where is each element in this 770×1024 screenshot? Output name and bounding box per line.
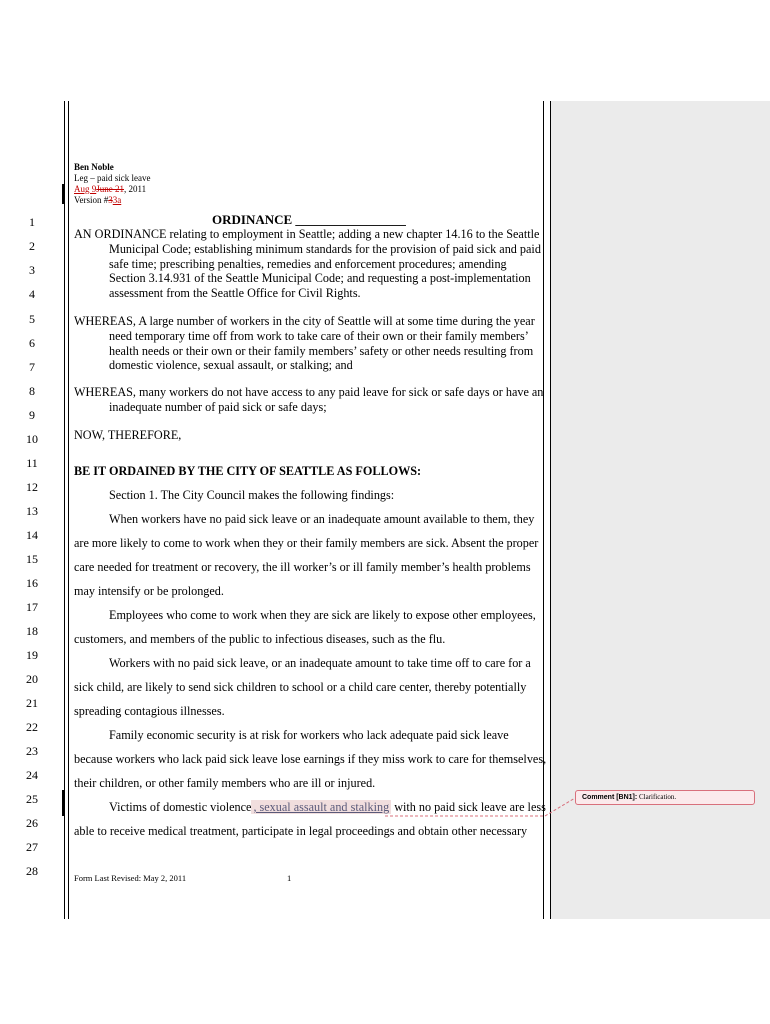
pane-divider [550, 101, 551, 919]
line-number: 11 [26, 456, 38, 470]
line-number: 20 [26, 672, 38, 686]
line-number: 7 [29, 360, 35, 374]
line-number: 9 [29, 408, 35, 422]
right-margin-rule [543, 101, 544, 919]
line-number: 8 [29, 384, 35, 398]
line-number: 12 [26, 480, 38, 494]
finding-5-line: Victims of domestic violence , sexual assault and stalking with no paid sick leave are less [109, 800, 546, 814]
line-number: 25 [26, 792, 38, 806]
finding-3-line: Workers with no paid sick leave, or an inadequate amount to take time off to care for a [109, 656, 531, 670]
tracked-insertion[interactable]: , sexual assault and stalking [253, 800, 390, 814]
finding-5-line: able to receive medical treatment, participate in legal proceedings and obtain other necessary [74, 824, 528, 838]
line-number: 3 [29, 263, 35, 277]
left-margin-rule [64, 101, 65, 919]
line-number: 1 [29, 215, 35, 229]
line-number: 27 [26, 840, 38, 854]
section-1-heading: Section 1. The City Council makes the following findings: [109, 488, 395, 502]
line-number: 4 [29, 287, 35, 301]
finding-2-line: customers, and members of the public to infectious diseases, such as the flu. [74, 632, 446, 646]
finding-1-line: When workers have no paid sick leave or an inadequate amount available to them, they [109, 512, 535, 526]
line-number: 13 [26, 504, 38, 518]
change-bar-line-25 [62, 790, 64, 816]
finding-1-line: are more likely to come to work when they or their family members are sick. Absent the proper [74, 536, 539, 550]
line-number: 22 [26, 720, 38, 734]
date-line: Aug 9June 21, 2011 [74, 184, 147, 194]
line-number: 21 [26, 696, 38, 710]
line-number: 24 [26, 768, 38, 782]
page-number: 1 [287, 873, 292, 883]
whereas-paragraph-2: WHEREAS, many workers do not have access to any paid leave for sick or safe days or have an inadequate number of paid sick or safe days; [74, 385, 544, 414]
finding-4-line: because workers who lack paid sick leave lose earnings if they miss work to care for themselves, [74, 752, 547, 766]
line-number: 2 [29, 239, 35, 253]
comment-balloon[interactable] [575, 790, 755, 805]
ordinance-caption: AN ORDINANCE relating to employment in Seattle; adding a new chapter 14.16 to the Seattle Municipal Code; establishing minimum standards for the provision of paid sick and paid safe time; prescribing penalties, remedies and enforcement procedures; amending Section 3.14.931 of the Seattle Municipal Code; and requesting a post-implementation assessment from the Seattle Office for Civil Rights. [74, 227, 541, 301]
finding-3-line: sick child, are likely to send sick children to school or a child care center, thereby potentially [74, 680, 527, 694]
line-number: 15 [26, 552, 38, 566]
author-name: Ben Noble [74, 162, 114, 172]
line-number: 28 [26, 864, 38, 878]
version-deleted: 3 [108, 195, 113, 205]
finding-3-line: spreading contagious illnesses. [74, 704, 225, 718]
comment-text: Clarification. [638, 793, 677, 801]
ordinance-title: ORDINANCE _________________ [212, 212, 406, 227]
version-inserted: 3a [112, 195, 122, 205]
date-inserted: Aug 9 [74, 184, 97, 194]
version-line: Version #33a [74, 195, 122, 205]
line-number: 16 [26, 576, 38, 590]
finding-4-line: Family economic security is at risk for workers who lack adequate paid sick leave [109, 728, 509, 742]
line-number: 23 [26, 744, 38, 758]
line-number: 14 [26, 528, 38, 542]
line-number: 6 [29, 336, 35, 350]
finding-4-line: their children, or other family members who are ill or injured. [74, 776, 376, 790]
line-number: 26 [26, 816, 38, 830]
subject-line: Leg – paid sick leave [74, 173, 151, 183]
finding-1-line: may intensify or be prolonged. [74, 584, 224, 598]
finding-1-line: care needed for treatment or recovery, the ill worker’s or ill family member’s health problems [74, 560, 531, 574]
line-number: 18 [26, 624, 38, 638]
line-number: 19 [26, 648, 38, 662]
form-revised: Form Last Revised: May 2, 2011 [74, 873, 187, 883]
line-number: 10 [26, 432, 38, 446]
enacting-clause: BE IT ORDAINED BY THE CITY OF SEATTLE AS FOLLOWS: [74, 464, 422, 478]
comment-tag: Comment [BN1]: [582, 794, 638, 801]
change-bar-header [62, 184, 64, 204]
date-deleted: June 21 [96, 184, 124, 194]
left-margin-rule-2 [68, 101, 69, 919]
document-header [74, 162, 150, 206]
now-therefore: NOW, THEREFORE, [74, 428, 182, 442]
line-number: 17 [26, 600, 38, 614]
line-number: 5 [29, 312, 35, 326]
whereas-paragraph-1: WHEREAS, A large number of workers in the city of Seattle will at some time during the year need temporary time off from work to take care of their own or their family members’ health needs or their own or their family members’ safety or other needs resulting from domestic violence, sexual assault, or stalking; and [74, 314, 535, 373]
finding-2-line: Employees who come to work when they are sick are likely to expose other employees, [109, 608, 536, 622]
